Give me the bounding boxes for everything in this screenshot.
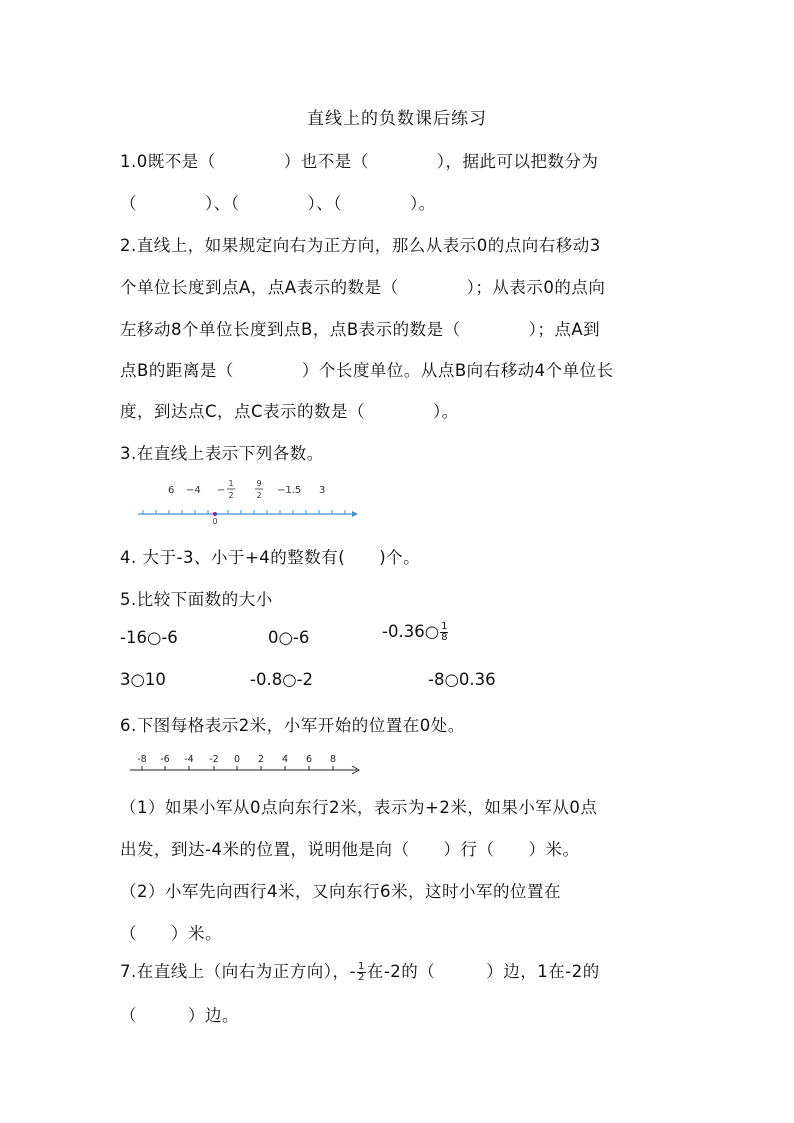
q6-tick-label: -8 [137, 754, 147, 765]
q3-label-neg-half-minus: − [217, 485, 226, 496]
q6-tick-labels [137, 754, 336, 765]
q3-origin-label: 0 [212, 517, 218, 526]
q3-prompt: 3.在直线上表示下列各数。 [120, 444, 324, 463]
q5-item-3 [382, 622, 449, 643]
q6-tick-label: -6 [160, 754, 170, 765]
q6-tick-label: 2 [257, 754, 265, 765]
q3-number-line [130, 474, 370, 530]
q7-prefix: 7.在直线上（向右为正方向）， [120, 962, 350, 981]
q2-line5: 度，到达点C，点C表示的数是（ ）。 [120, 402, 459, 421]
q5-item-3-fraction [440, 622, 448, 643]
q3-label-ninehalf-den: 2 [256, 491, 262, 500]
q6-tick-label: 8 [329, 754, 337, 765]
q3-label-3: 3 [319, 485, 326, 496]
q5-prompt: 5.比较下面数的大小 [120, 590, 273, 609]
q5-item-5: -0.8○-2 [250, 670, 314, 689]
page-title: 直线上的负数课后练习 [307, 109, 487, 129]
q3-label-half-den: 2 [228, 491, 234, 500]
q2-line1: 2.直线上，如果规定向右为正方向，那么从表示0的点向右移动3 [120, 236, 601, 255]
q6-number-line [125, 750, 370, 780]
q1-line2: （ ）、（ ）、（ ）。 [120, 194, 436, 213]
q6-sub1-line2: 出发，到达-4米的位置，说明他是向（ ）行（ ）米。 [120, 840, 580, 859]
q7-frac-num: 1 [357, 961, 365, 972]
q3-origin-dot [213, 512, 217, 516]
q2-line3: 左移动8个单位长度到点B，点B表示的数是（ ）；点A到 [120, 320, 601, 339]
q5-item-4: 3○10 [120, 670, 166, 689]
q3-axis-arrow [352, 511, 358, 517]
q6-tick-label: 6 [305, 754, 313, 765]
q3-label-ninehalf-num: 9 [256, 479, 262, 488]
q5-frac-num: 1 [441, 621, 448, 632]
q3-label-neg4: −4 [186, 485, 201, 496]
q6-ticks [142, 766, 333, 770]
q7-minus: - [349, 962, 356, 981]
q6-prompt: 6.下图每格表示2米，小军开始的位置在0处。 [120, 716, 465, 735]
q7-frac-den: 2 [357, 972, 365, 983]
q6-sub2-line1: （2）小军先向西行4米，又向东行6米，这时小军的位置在 [120, 882, 561, 901]
q7-line1 [120, 958, 600, 983]
q1-line1: 1.0既不是（ ）也不是（ ），据此可以把数分为 [120, 152, 599, 171]
q3-label-half-num: 1 [228, 479, 234, 488]
q2-line2: 个单位长度到点A，点A表示的数是（ ）；从表示0的点向 [120, 278, 606, 297]
q7-suffix: 在-2的（ ）边，1在-2的 [366, 962, 600, 981]
q3-label-neg1-5: −1.5 [277, 485, 302, 496]
q6-sub1-line1: （1）如果小军从0点向东行2米，表示为+2米，如果小军从0点 [120, 798, 598, 817]
q3-label-6: 6 [168, 485, 175, 496]
q6-sub2-line2: （ ）米。 [120, 924, 222, 943]
q7-line2: （ ）边。 [120, 1006, 239, 1025]
q2-line4: 点B的距离是（ ）个长度单位。从点B向右移动4个单位长 [120, 361, 614, 380]
q5-item-6: -8○0.36 [428, 670, 496, 689]
q4-prompt: 4. 大于-3、小于+4的整数有( )个。 [120, 548, 421, 567]
q6-tick-label: -2 [209, 754, 219, 765]
q5-item-2: 0○-6 [268, 628, 310, 647]
q7-fraction [357, 962, 366, 983]
q5-frac-den: 8 [441, 632, 448, 643]
q6-tick-label: -4 [184, 754, 194, 765]
q6-tick-label: 0 [233, 754, 241, 765]
q5-item-1: -16○-6 [120, 628, 178, 647]
q6-tick-label: 4 [281, 754, 289, 765]
q5-item-3-text: -0.36○ [382, 622, 440, 641]
